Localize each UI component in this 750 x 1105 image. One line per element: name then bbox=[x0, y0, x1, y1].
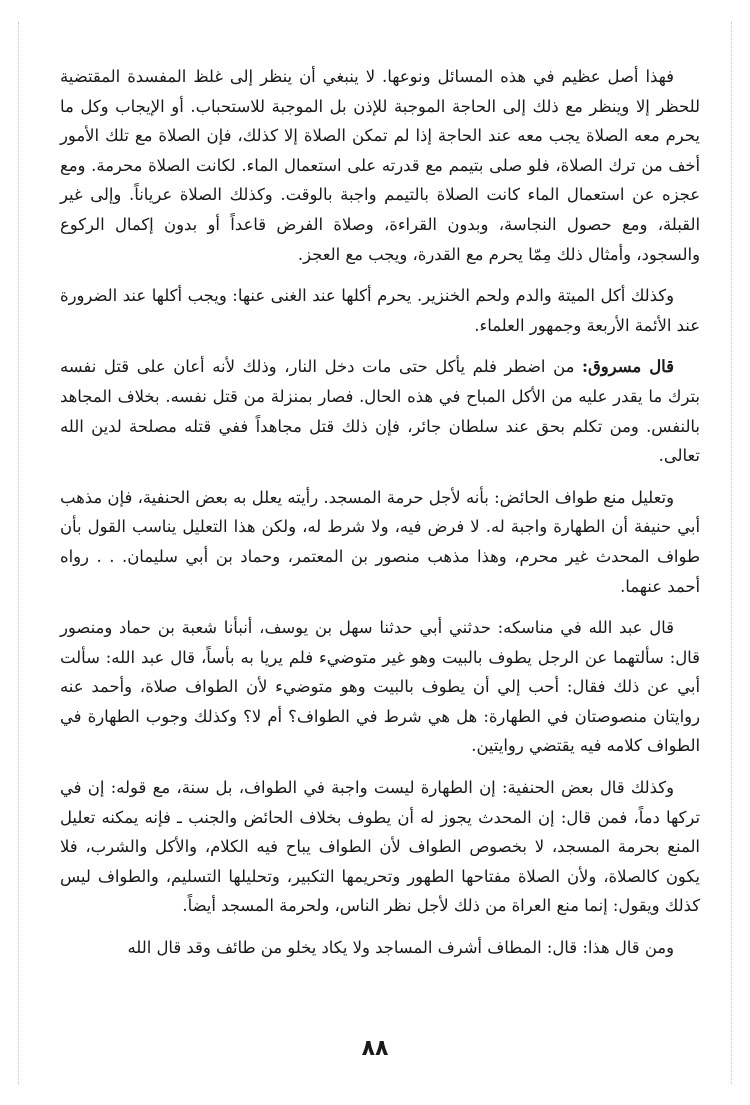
paragraph-text: من اضطر فلم يأكل حتى مات دخل النار، وذلك لأنه أعان على قتل نفسه بترك ما يقدر عليه من الأكل المباح في هذه الحال. فصار بمنزلة من قتل نفسه. بخلاف المجاهد بالنفس. ومن تكلم بحق عند سلطان جائر، فإن ذلك قتل مجاهداً ففي قتله مصلحة لدين الله تعالى. bbox=[60, 357, 700, 466]
paragraph bbox=[60, 613, 700, 761]
paragraph bbox=[60, 62, 700, 269]
paragraph-text: ومن قال هذا: قال: المطاف أشرف المساجد ولا يكاد يخلو من طائف وقد قال الله bbox=[127, 938, 674, 958]
paragraph bbox=[60, 281, 700, 340]
page-number: ٨٨ bbox=[361, 1036, 389, 1061]
paragraph-text: قال عبد الله في مناسكه: حدثني أبي حدثنا سهل بن يوسف، أنبأنا شعبة بن حماد ومنصور قال: سألتهما عن الرجل يطوف بالبيت وهو غير متوضيء فلم يريا به بأساً، قال عبد الله: سألت أبي عن ذلك فقال: أحب إلي أن يطوف بالبيت وهو متوضيء لأن الطواف صلاة، وأحمد عنه روايتان منصوصتان في الطهارة: هل هي شرط في الطواف؟ أم لا؟ وكذلك وجوب الطهارة في الطواف كلامه فيه يقتضي روايتين. bbox=[60, 618, 700, 756]
paragraph bbox=[60, 483, 700, 601]
paragraph-text: وكذلك قال بعض الحنفية: إن الطهارة ليست واجبة في الطواف، بل سنة، مع قوله: إن في تركها دماً، فمن قال: إن المحدث يجوز له أن يطوف بخلاف الحائض والجنب ـ فإنه يمكنه تعليل المنع بحرمة المسجد، لا بخصوص الطواف لأن الطواف يباح فيه الكلام، والأكل والشرب، فلا يكون كالصلاة، ولأن الصلاة مفتاحها الطهور وتحريمها التكبير، وتحليلها التسليم، والطواف ليس كذلك ويقول: إنما منع العراة من ذلك لأجل نظر الناس، ولحرمة المسجد أيضاً. bbox=[60, 778, 700, 916]
page-body bbox=[60, 62, 700, 975]
paragraph bbox=[60, 933, 700, 963]
paragraph-text: فهذا أصل عظيم في هذه المسائل ونوعها. لا ينبغي أن ينظر إلى غلظ المفسدة المقتضية للحظر إلا وينظر مع ذلك إلى الحاجة الموجبة للإذن بل الموجبة للاستحباب. أو الإيجاب وكل ما يحرم معه الصلاة يجب معه عند الحاجة إذا لم تمكن الصلاة إلا كذلك، فإن الصلاة مع تلك الأمور أخف من ترك الصلاة، فلو صلى بتيمم مع قدرته على استعمال الماء. لكانت الصلاة محرمة. ومع عجزه عن استعمال الماء كانت الصلاة بالتيمم واجبة بالوقت. وكذلك الصلاة عرياناً. وإلى غير القبلة، ومع حصول النجاسة، وبدون القراءة، وصلاة الفرض قاعداً أو بدون إكمال الركوع والسجود، وأمثال ذلك مِمّا يحرم مع القدرة، ويجب مع العجز. bbox=[60, 67, 700, 264]
paragraph-text: وكذلك أكل الميتة والدم ولحم الخنزير. يحرم أكلها عند الغنى عنها: ويجب أكلها عند الضرورة عند الأئمة الأربعة وجمهور العلماء. bbox=[60, 286, 700, 335]
paragraph bbox=[60, 773, 700, 921]
paragraph-text: وتعليل منع طواف الحائض: بأنه لأجل حرمة المسجد. رأيته يعلل به بعض الحنفية، فإن مذهب أبي حنيفة أن الطهارة واجبة له. لا فرض فيه، ولا شرط له، ولكن هذا التعليل يناسب القول بأن طواف المحدث غير محرم، وهذا مذهب منصور بن المعتمر، وحماد بن أبي سليمان. . . رواه أحمد عنهما. bbox=[60, 487, 700, 596]
paragraph bbox=[60, 352, 700, 470]
paragraph-lead: قال مسروق: bbox=[581, 357, 674, 377]
